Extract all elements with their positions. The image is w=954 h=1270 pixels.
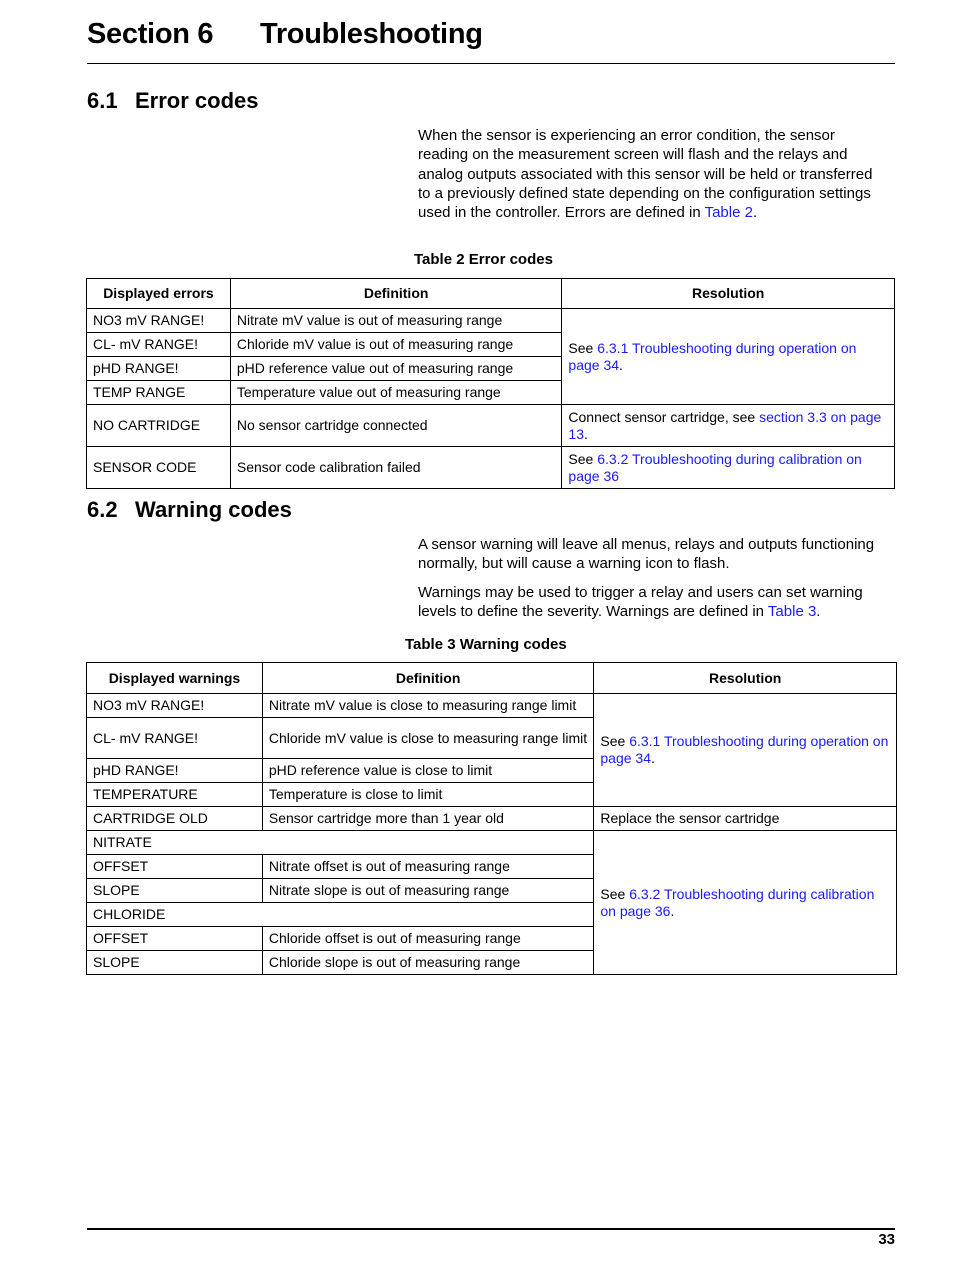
section-number: Section 6 (87, 18, 214, 50)
column-header: Resolution (594, 663, 897, 694)
warning-definition: Chloride mV value is close to measuring range limit (262, 718, 594, 759)
warning-definition: Nitrate mV value is close to measuring range limit (262, 694, 594, 718)
table-header-row (87, 663, 897, 694)
heading-warning-codes: 6.2 Warning codes (87, 497, 292, 522)
warning-definition: Nitrate offset is out of measuring range (262, 855, 594, 879)
warning-intro-paragraph: A sensor warning will leave all menus, relays and outputs functioning normally, but will cause a warning icon to flash. (418, 536, 875, 573)
column-header: Definition (230, 279, 562, 309)
warning-code: CARTRIDGE OLD (87, 807, 263, 831)
column-header: Displayed errors (87, 279, 231, 309)
warning-definition: Chloride slope is out of measuring range (262, 951, 594, 975)
xref-link-6-3-2[interactable]: 6.3.2 Troubleshooting during calibration on page 36 (568, 450, 862, 484)
error-code: CL- mV RANGE! (87, 333, 231, 357)
warning-code: OFFSET (87, 855, 263, 879)
error-resolution: See 6.3.2 Troubleshooting during calibration on page 36 (562, 447, 895, 489)
table-row (87, 447, 895, 489)
footer-divider (87, 1228, 895, 1230)
column-header: Displayed warnings (87, 663, 263, 694)
warning-code: pHD RANGE! (87, 759, 263, 783)
error-codes-table (86, 278, 895, 489)
page-number: 33 (878, 1231, 895, 1248)
warning-definition: Sensor cartridge more than 1 year old (262, 807, 594, 831)
warning-code: TEMPERATURE (87, 783, 263, 807)
warning-levels-paragraph: Warnings may be used to trigger a relay and users can set warning levels to define the severity. Warnings are defined in Table 3. (418, 584, 863, 621)
column-header: Resolution (562, 279, 895, 309)
warning-resolution: See 6.3.2 Troubleshooting during calibration on page 36. (594, 831, 897, 975)
error-code: NO CARTRIDGE (87, 405, 231, 447)
warning-definition: Temperature is close to limit (262, 783, 594, 807)
warning-resolution: Replace the sensor cartridge (594, 807, 897, 831)
table-row (87, 405, 895, 447)
table2-link[interactable]: Table 2 (704, 204, 753, 222)
warning-code: NO3 mV RANGE! (87, 694, 263, 718)
xref-link-6-3-2[interactable]: 6.3.2 Troubleshooting during calibration on page 36 (600, 885, 875, 919)
error-code: SENSOR CODE (87, 447, 231, 489)
table2-caption: Table 2 Error codes (414, 251, 553, 268)
warning-code: SLOPE (87, 951, 263, 975)
warning-definition: pHD reference value is close to limit (262, 759, 594, 783)
error-definition: Sensor code calibration failed (230, 447, 562, 489)
table-group-row (87, 831, 897, 855)
section-title: Troubleshooting (260, 18, 483, 50)
table3-link[interactable]: Table 3 (767, 603, 817, 621)
error-resolution: See 6.3.1 Troubleshooting during operation on page 34. (562, 309, 895, 405)
xref-link-6-3-1[interactable]: 6.3.1 Troubleshooting during operation on page 34 (568, 339, 857, 373)
warning-codes-table (86, 662, 897, 975)
table-row (87, 309, 895, 333)
table-header-row (87, 279, 895, 309)
table-row (87, 694, 897, 718)
error-definition: Temperature value out of measuring range (230, 381, 562, 405)
warning-resolution: See 6.3.1 Troubleshooting during operation on page 34. (594, 694, 897, 807)
error-definition: Chloride mV value is out of measuring range (230, 333, 562, 357)
error-code: TEMP RANGE (87, 381, 231, 405)
group-label-chloride: CHLORIDE (87, 903, 594, 927)
error-resolution: Connect sensor cartridge, see section 3.3 on page 13. (562, 405, 895, 447)
error-definition: Nitrate mV value is out of measuring range (230, 309, 562, 333)
group-label-nitrate: NITRATE (87, 831, 594, 855)
error-definition: No sensor cartridge connected (230, 405, 562, 447)
warning-code: CL- mV RANGE! (87, 718, 263, 759)
warning-definition: Nitrate slope is out of measuring range (262, 879, 594, 903)
warning-definition: Chloride offset is out of measuring range (262, 927, 594, 951)
warning-code: SLOPE (87, 879, 263, 903)
page-title (87, 18, 483, 51)
title-divider (87, 63, 895, 64)
column-header: Definition (262, 663, 594, 694)
warning-code: OFFSET (87, 927, 263, 951)
error-code: pHD RANGE! (87, 357, 231, 381)
heading-error-codes: 6.1 Error codes (87, 88, 259, 113)
table-row (87, 807, 897, 831)
error-definition: pHD reference value out of measuring range (230, 357, 562, 381)
error-code: NO3 mV RANGE! (87, 309, 231, 333)
table3-caption: Table 3 Warning codes (405, 636, 567, 653)
error-intro-paragraph: When the sensor is experiencing an error condition, the sensor reading on the measurement screen will flash and the relays and analog outputs associated with this sensor will be held or transferred to a previously defined state depending on the configuration settings used in the controller. Errors are defined in Table 2. (418, 127, 873, 222)
xref-link-6-3-1[interactable]: 6.3.1 Troubleshooting during operation on page 34 (600, 733, 889, 766)
xref-link-section-3-3[interactable]: section 3.3 on page 13 (568, 408, 882, 442)
